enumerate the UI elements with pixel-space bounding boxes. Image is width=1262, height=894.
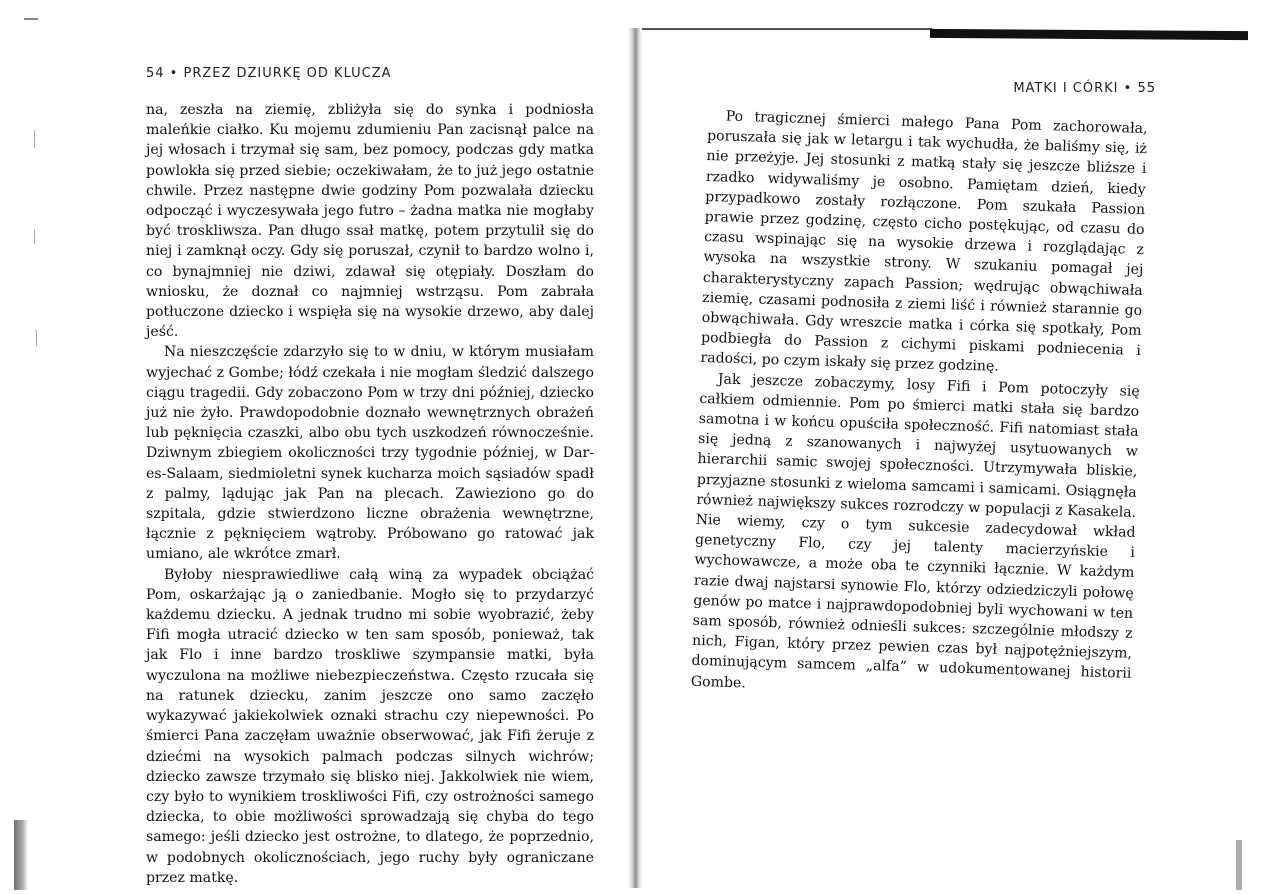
paragraph: Byłoby niesprawiedliwe całą winą za wypadek obciążać Pom, oskarżając ją o zaniedbanie. Mogło się to przydarzyć każdemu dziecku. A jednak trudno mi sobie wyobrazić, żeby Fifi mogła utracić dziecko w ten sam sposób, ponieważ, tak jak Flo i inne bardzo troskliwe szympansie matki, była wyczulona na możliwe niebezpieczeństwa. Często rzucała się na ratunek dziecku, zanim jeszcze ono samo zaczęło wykazywać jakiekolwiek oznaki strachu czy niepewności. Po śmierci Pana zaczęłam uważnie obserwować, jak Fifi żeruje z dziećmi na wysokich palmach podczas silnych wichrów; dziecko zawsze trzymało się blisko niej. Jakkolwiek nie wiem, czy było to wynikiem troskliwości Fifi, czy ostrożności samego dziecka, to obie możliwości sprowadzają się chyba do tego samego: jeśli dziecko jest ostrożne, to dlatego, że poprzednio, w podobnych okolicznościach, jego ruchy były ograniczane przez matkę. [146,566,594,886]
scan-border-line [642,28,932,30]
body-text [146,100,594,888]
paragraph: Jak jeszcze zobaczymy, losy Fifi i Pom potoczyły się całkiem odmiennie. Pom po śmierci matki stała się bardzo samotna i w końcu opuściła społeczność. Fifi natomiast stała się jedną z szanowanych i najwyżej usytuowanych w hierarchii samic swojej społeczności. Utrzymywała bliskie, przyjazne stosunki z wieloma samcami i samicami. Osiągnęła również największy sukces rozrodczy w populacji z Kasakela. Nie wiemy, czy o tym sukcesie zadecydował wkład genetyczny Flo, czy jej talenty macierzyńskie i wychowawcze, a może oba te czynniki łącznie. W każdym razie dwaj najstarsi synowie Flo, którzy odziedziczyli połowę genów po matce i najprawdopodobniej byli wychowani w ten sam sposób, również odnieśli sukces: szczególnie młodszy z nich, Figan, który przez pewien czas był najpotężniejszym, dominującym samcem „alfa” w udokumentowanej historii Gombe. [690,371,1140,692]
running-head: MATKI I CÓRKI • 55 [1013,81,1156,96]
body-text [691,106,1148,705]
paragraph: na, zeszła na ziemię, zbliżyła się do synka i podniosła maleńkie ciałko. Ku mojemu zdumieniu Pan zacisnął palce na jej włosach i trzymał się sam, bez pomocy, podczas gdy matka powlokła się przed siebie; oczekiwałam, że to już jego ostatnie chwile. Przez następne dwie godziny Pom pozwalała dziecku odpocząć i wyczesywała jego futro – żadna matka nie mogłaby być troskliwsza. Pan długo ssał matkę, potem przytulił się do niej i zamknął oczy. Gdy się poruszał, czynił to bardzo wolno i, co bynajmniej nie dziwi, zdawał się otępiały. Doszłam do wniosku, że doznał co najmniej wstrząsu. Pom zabrała potłuczone dziecko i wspięła się na wysokie drzewo, aby dalej jeść. [146,102,594,341]
paragraph: Po tragicznej śmierci małego Pana Pom zachorowała, poruszała się jak w letargu i tak wychudła, że baliśmy się, iż nie przeżyje. Jej stosunki z matką stały się jeszcze bliższe i rzadko widywaliśmy je osobno. Pamiętam dzień, kiedy przypadkowo zostały rozłączone. Pom szukała Passion prawie przez godzinę, często cicho postękując, od czasu do czasu wspinając się na wysokie drzewa i rozglądając z wysoka na wszystkie strony. W szukaniu pomagał jej charakterystyczny zapach Passion; wędrując obwąchiwała ziemię, czasami podnosiła z ziemi liść i również starannie go obwąchiwała. Gdy wreszcie matka i córka się spotkały, Pom podbiegła do Passion z cichymi piskami podniecenia i radości, po czym iskały się przez godzinę. [700,108,1148,376]
page-edge-shadow [1236,840,1242,890]
right-page [636,0,1262,894]
paragraph: Na nieszczęście zdarzyło się to w dniu, w którym musiałam wyjechać z Gombe; łódź czekała i nie mogłam śledzić dalszego ciągu tragedii. Gdy zobaczono Pom w trzy dni później, dziecko już nie żyło. Prawdopodobnie doznało wewnętrznych obrażeń lub pęknięcia czaszki, albo obu tych uszkodzeń równocześnie. Dziwnym zbiegiem okoliczności trzy tygodnie później, w Dar-es-Salaam, siedmioletni synek kucharza moich sąsiadów spadł z palmy, lądując jak Pan na plecach. Zawieziono go do szpitala, gdzie stwierdzono liczne obrażenia wewnętrzne, łącznie z pęknięciem wątroby. Próbowano go ratować jak umiano, ale wkrótce zmarł. [146,344,594,563]
running-head: 54 • PRZEZ DZIURKĘ OD KLUCZA [146,66,392,81]
